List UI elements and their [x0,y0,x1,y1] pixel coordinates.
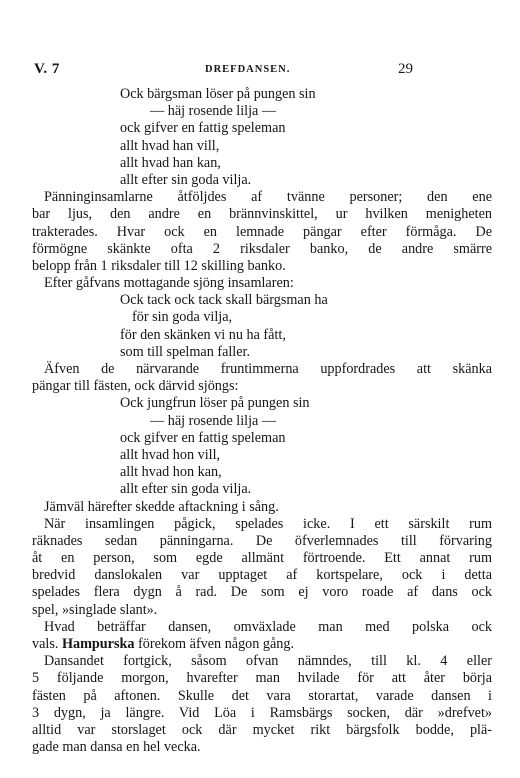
text-line: 5 följande morgon, hvarefter man hvilade för att åter börja [32,670,492,687]
text-line: 3 dygn, ja längre. Vid Löa i Ramsbärgs socken, där »drefvet» [32,704,492,721]
text-line: Äfven de närvarande fruntimmerna uppfordrades att skänka [44,361,492,377]
text-line: Pänninginsamlarne åtföljdes af tvänne personer; den ene [44,189,492,206]
text-line: ock gifver en fattig speleman [120,120,286,137]
text-line: spelades flera dygn å rad. De som ej voro roade af dans ock [32,584,492,601]
text-line: alltid var storslaget ock där mycket rikt bärgsfolk bodde, plä- [32,721,492,738]
text-line: för sin goda vilja, [132,309,233,326]
text-line: Dansandet fortgick, såsom ofvan nämndes, till kl. 4 eller [44,653,492,670]
text-line: Ock bärgsman löser på pungen sin [120,86,316,102]
text-line: allt hvad han vill, [120,137,220,154]
text-line: räknades sedan pänningarna. De öfverlemnades till förvaring [32,532,492,549]
text-line: allt efter sin goda vilja. [120,171,252,188]
text-line: åt en person, som egde allmänt förtroende. Ett annat rum [32,550,492,567]
text-line: ock gifver en fattig speleman [120,429,286,446]
page-number: 29 [398,61,413,77]
text-line: förmögne skänkte ofta 2 riksdaler banko, de andre smärre [32,240,492,257]
text-line: Hvad beträffar dansen, omväxlade man med polska ock [44,618,492,635]
text-line: När insamlingen pågick, spelades icke. I ett särskilt rum [44,515,492,532]
text-line: för den skänken vi nu ha fått, [120,326,286,343]
text-line: spel, »singlade slant». [32,601,158,618]
bold-term: Hampurska [61,636,135,652]
running-title: DREFDANSEN. [205,64,291,75]
text-line: Jämväl härefter skedde aftackning i sång. [44,498,279,515]
running-head [0,0,520,80]
text-line: bar ljus, den andre en brännvinskittel, ur hvilken menigheten [32,206,492,223]
text-line: gade man dansa en hel vecka. [32,739,201,756]
text-line [32,636,492,653]
text-line: trakterades. Hvar ock en lemnade pängar efter förmåga. De [32,223,492,240]
text-line: Efter gåfvans mottagande sjöng insamlaren: [44,275,294,292]
text-line: belopp från 1 riksdaler till 12 skilling banko. [32,257,286,274]
text-line: — häj rosende lilja — [150,103,277,120]
text-run: förekom äfven någon gång. [134,636,295,652]
text-line: Ock jungfrun löser på pungen sin [120,395,310,412]
chapter-number: V. 7 [34,61,60,77]
text-line: som till spelman faller. [120,343,251,360]
text-line: bredvid danslokalen var upptaget af kortspelare, ock i detta [32,567,492,584]
text-line: allt hvad hon vill, [120,446,221,463]
text-line: allt hvad hon kan, [120,464,222,481]
text-line: pängar till fästen, ock därvid sjöngs: [32,378,239,395]
text-run: vals. [32,636,62,652]
text-line: fästen på aftonen. Skulle det vara storartat, varade dansen i [32,687,492,704]
text-line: allt hvad han kan, [120,154,221,171]
page-body [32,86,492,756]
text-line: allt efter sin goda vilja. [120,481,252,498]
text-line: — häj rosende lilja — [150,412,277,429]
text-line: Ock tack ock tack skall bärgsman ha [120,292,328,309]
